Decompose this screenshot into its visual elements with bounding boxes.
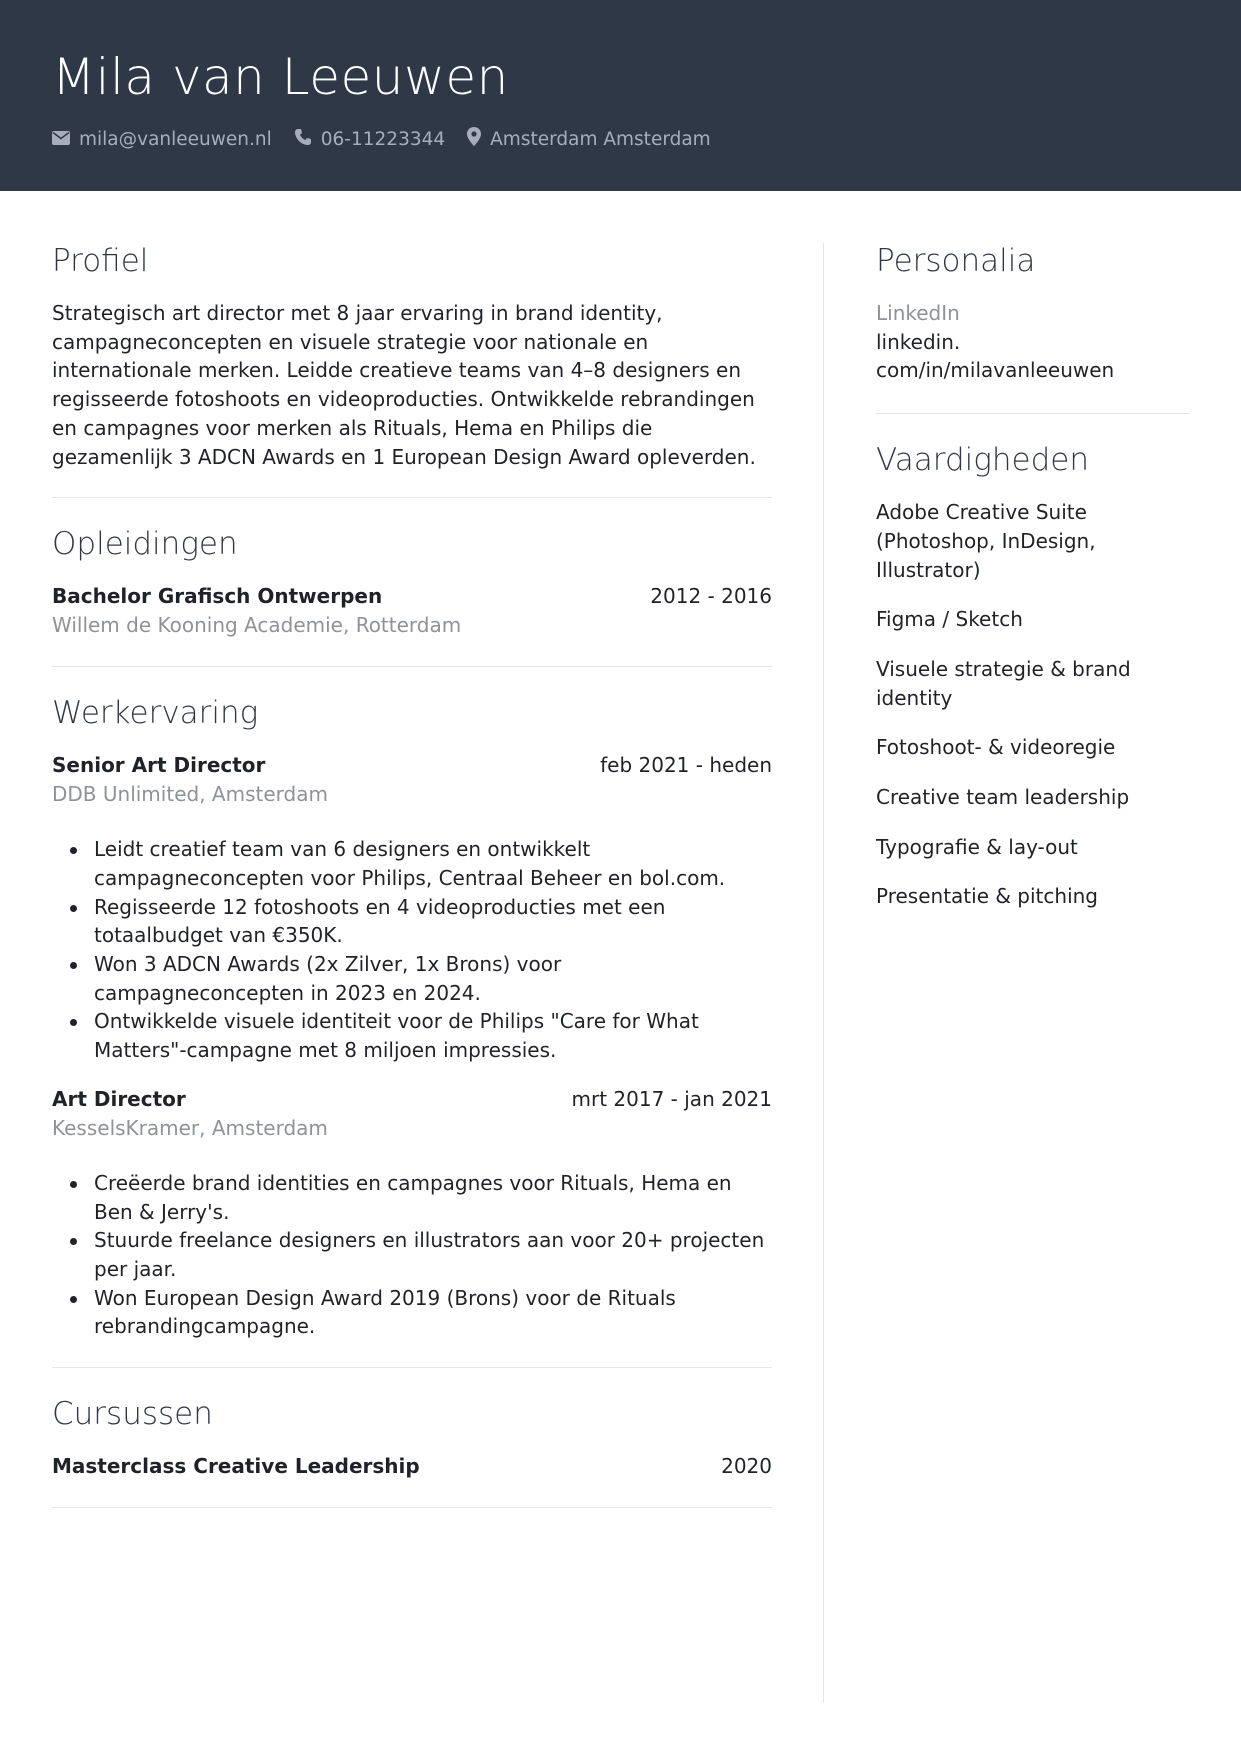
course-title: Masterclass Creative Leadership	[52, 1454, 420, 1479]
course-entry	[52, 1452, 772, 1481]
job-title: Art Director	[52, 1086, 186, 1111]
skill-item: Figma / Sketch	[876, 607, 1023, 632]
job-title: Senior Art Director	[52, 753, 266, 778]
sidebar-column	[876, 243, 1189, 932]
job-bullets	[52, 1169, 772, 1341]
contact-email[interactable]	[52, 129, 272, 151]
profile-text: Strategisch art director met 8 jaar ervaring in brand identity, campagneconcepten en visuele strategie voor nationale en internationale merken. Leidde creatieve teams van 4–8 designers en regisseerde fotoshoots en videoproducties. Ontwikkelde rebrandingen en campagnes voor merken als Rituals, Hema en Philips die gezamenlijk 3 ADCN Awards en 1 European Design Award opleverden.	[52, 301, 756, 469]
contact-location	[467, 127, 711, 152]
column-divider	[823, 243, 824, 1703]
candidate-name: Mila van Leeuwen	[52, 48, 509, 106]
linkedin-label: LinkedIn	[876, 301, 960, 325]
bullet-item: Creëerde brand identities en campagnes voor Rituals, Hema en Ben & Jerry's.	[52, 1169, 772, 1226]
email-text: mila@vanleeuwen.nl	[79, 128, 272, 150]
education-institution: Willem de Kooning Academie, Rotterdam	[52, 613, 462, 638]
skills-list	[876, 498, 1189, 911]
experience-section	[52, 695, 772, 1368]
phone-icon	[294, 128, 321, 152]
job-bullets	[52, 835, 772, 1065]
personal-heading: Personalia	[876, 243, 1036, 279]
linkedin-value-line: com/in/milavanleeuwen	[876, 358, 1115, 383]
bullet-item: Won European Design Award 2019 (Brons) voor de Rituals rebrandingcampagne.	[52, 1284, 772, 1341]
course-date: 2020	[721, 1454, 772, 1479]
skill-item: Adobe Creative Suite (Photoshop, InDesign, Illustrator)	[876, 500, 1096, 582]
experience-entry	[52, 751, 772, 1065]
map-pin-icon	[467, 127, 490, 152]
job-date: mrt 2017 - jan 2021	[571, 1086, 772, 1111]
skill-item: Fotoshoot- & videoregie	[876, 735, 1116, 760]
skill-item: Typografie & lay-out	[876, 834, 1078, 859]
skills-heading: Vaardigheden	[876, 442, 1090, 479]
location-text: Amsterdam Amsterdam	[490, 128, 711, 150]
bullet-item: Won 3 ADCN Awards (2x Zilver, 1x Brons) voor campagneconcepten in 2023 en 2024.	[52, 950, 772, 1007]
education-heading: Opleidingen	[52, 526, 238, 563]
bullet-item: Leidt creatief team van 6 designers en ontwikkelt campagneconcepten voor Philips, Centraal Beheer en bol.com.	[52, 835, 772, 892]
experience-entry	[52, 1085, 772, 1341]
profile-heading: Profiel	[52, 243, 149, 279]
skill-item: Creative team leadership	[876, 785, 1130, 810]
contact-bar	[52, 127, 1189, 152]
personal-section	[876, 243, 1189, 414]
education-section	[52, 526, 772, 667]
contact-phone[interactable]	[294, 128, 445, 152]
linkedin-value-line: linkedin.	[876, 329, 961, 354]
bullet-item: Regisseerde 12 fotoshoots en 4 videoproducties met een totaalbudget van €350K.	[52, 893, 772, 950]
job-date: feb 2021 - heden	[600, 753, 772, 778]
education-date: 2012 - 2016	[650, 584, 772, 609]
skill-item: Visuele strategie & brand identity	[876, 656, 1131, 710]
main-column	[52, 243, 772, 1536]
education-title: Bachelor Grafisch Ontwerpen	[52, 584, 383, 609]
experience-heading: Werkervaring	[52, 695, 259, 732]
job-employer: KesselsKramer, Amsterdam	[52, 1115, 328, 1140]
envelope-icon	[52, 129, 79, 151]
linkedin-value[interactable]	[876, 328, 1189, 385]
job-employer: DDB Unlimited, Amsterdam	[52, 782, 328, 807]
bullet-item: Stuurde freelance designers en illustrators aan voor 20+ projecten per jaar.	[52, 1226, 772, 1283]
education-entry	[52, 582, 772, 640]
skills-section	[876, 442, 1189, 911]
profile-section	[52, 243, 772, 498]
skill-item: Presentatie & pitching	[876, 884, 1099, 909]
resume-header	[0, 0, 1241, 191]
courses-section	[52, 1396, 772, 1508]
phone-text: 06-11223344	[320, 128, 446, 150]
courses-heading: Cursussen	[52, 1396, 213, 1433]
bullet-item: Ontwikkelde visuele identiteit voor de Philips "Care for What Matters"-campagne met 8 miljoen impressies.	[52, 1007, 772, 1064]
